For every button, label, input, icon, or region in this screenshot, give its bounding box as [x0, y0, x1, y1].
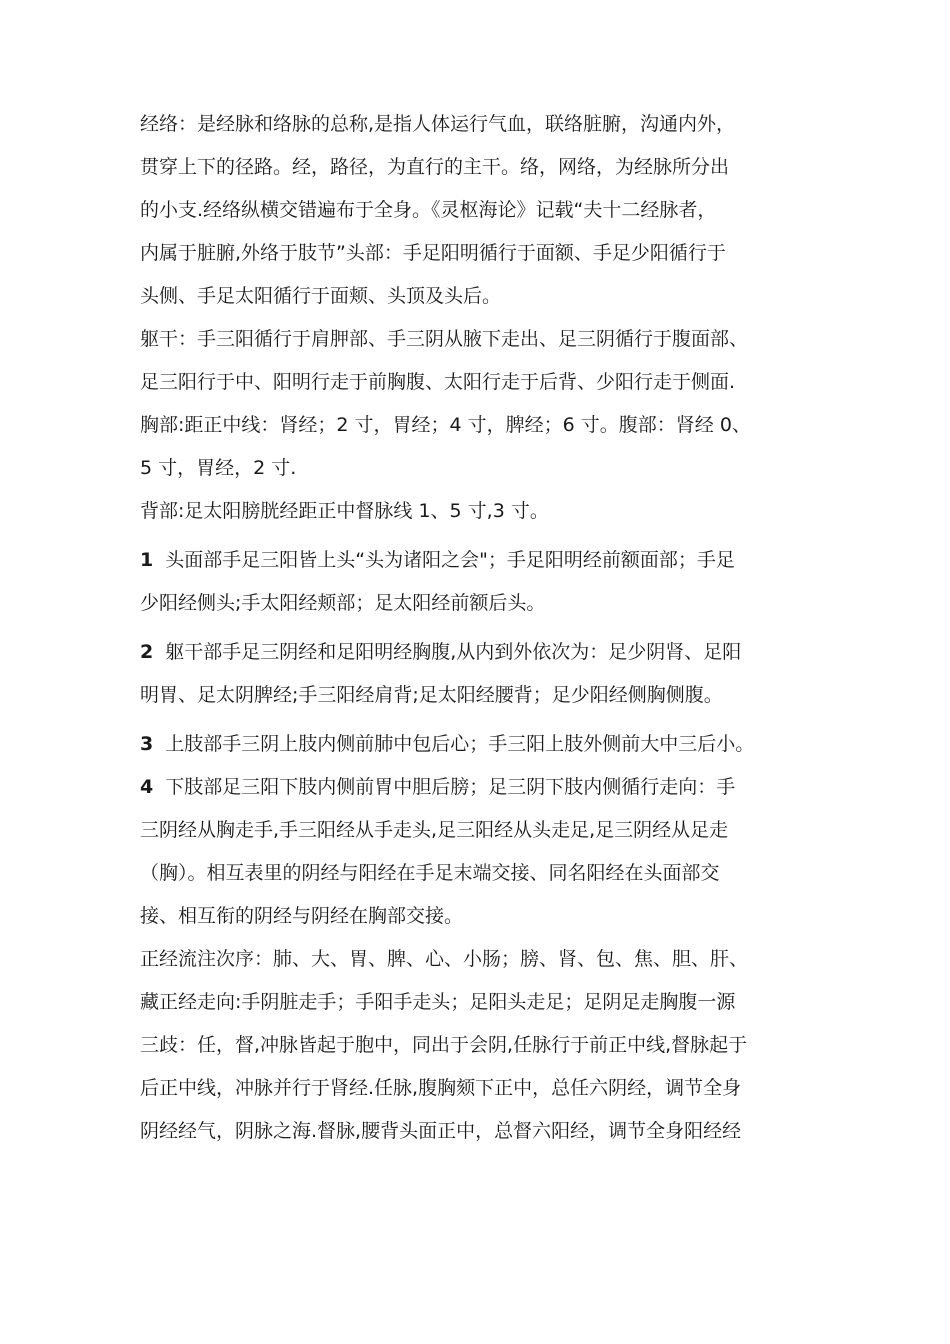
text-line: 贯穿上下的径路。经，路径，为直行的主干。络，网络，为经脉所分出 [140, 156, 730, 178]
text-line: 经络：是经脉和络脉的总称,是指人体运行气血，联络脏腑，沟通内外， [140, 113, 736, 135]
text-line: 躯干：手三阳循行于肩胛部、手三阴从腋下走出、足三阴循行于腹面部、 [140, 328, 749, 350]
text-span: 上肢部手三阴上肢内侧前肺中包后心；手三阳上肢外侧前大中三后小。 [165, 733, 755, 755]
text-line: 藏正经走向:手阴脏走手；手阳手走头；足阳头走足；足阴足走胸腹一源 [140, 991, 736, 1013]
item-number: 4 [140, 776, 154, 798]
text-line [140, 766, 852, 809]
text-line [140, 723, 852, 766]
paragraph-item-2 [140, 631, 852, 717]
document-body [140, 103, 852, 1153]
text-line: 阴经经气，阴脉之海.督脉,腰背头面正中，总督六阳经，调节全身阳经经 [140, 1120, 742, 1142]
paragraph-meridian-sequence [140, 938, 852, 1153]
text-line [140, 631, 852, 674]
text-line: 接、相互衔的阴经与阴经在胸部交接。 [140, 905, 464, 927]
text-span: 头面部手足三阳皆上头“头为诸阳之会"；手足阳明经前额面部；手足 [165, 549, 735, 571]
paragraph-trunk [140, 318, 852, 490]
paragraph-item-1 [140, 539, 852, 625]
text-line: 三阴经从胸走手,手三阳经从手走头,足三阳经从头走足,足三阴经从足走 [140, 819, 729, 841]
text-span: 躯干部手足三阴经和足阳明经胸腹,从内到外依次为：足少阴肾、足阳 [165, 641, 742, 663]
text-line: 少阳经侧头;手太阳经颊部；足太阳经前额后头。 [140, 592, 546, 614]
paragraph-meridian-definition [140, 103, 852, 318]
paragraph-back [140, 490, 852, 533]
item-number: 3 [140, 733, 154, 755]
item-number: 2 [140, 641, 154, 663]
text-line: 的小支.经络纵横交错遍布于全身。《灵枢海论》记载“夫十二经脉者， [140, 199, 717, 221]
text-line: 三歧：任，督,冲脉皆起于胞中，同出于会阴,任脉行于前正中线,督脉起于 [140, 1034, 748, 1056]
item-number: 1 [140, 549, 154, 571]
text-line: 背部:足太阳膀胱经距正中督脉线 1、5 寸,3 寸。 [140, 500, 549, 522]
text-line: 足三阳行于中、阳明行走于前胸腹、太阳行走于后背、少阳行走于侧面. [140, 371, 736, 393]
text-line: 内属于脏腑,外络于肢节”头部：手足阳明循行于面额、手足少阳循行于 [140, 242, 726, 264]
text-line: 后正中线，冲脉并行于肾经.任脉,腹胸颏下正中，总任六阴经，调节全身 [140, 1077, 742, 1099]
text-line: 明胃、足太阴脾经;手三阳经肩背;足太阳经腰背；足少阳经侧胸侧腹。 [140, 684, 723, 706]
text-line: 正经流注次序：肺、大、胃、脾、心、小肠；膀、肾、包、焦、胆、肝、 [140, 948, 749, 970]
text-line: 5 寸，胃经，2 寸. [140, 457, 297, 479]
text-span: 下肢部足三阳下肢内侧前胃中胆后膀；足三阴下肢内侧循行走向：手 [165, 776, 736, 798]
paragraph-item-4 [140, 766, 852, 938]
text-line: 胸部:距正中线：肾经；2 寸，胃经；4 寸，脾经；6 寸。腹部：肾经 0、 [140, 414, 751, 436]
paragraph-item-3 [140, 723, 852, 766]
text-line: （胸）。相互表里的阴经与阳经在手足末端交接、同名阳经在头面部交 [140, 862, 720, 884]
text-line [140, 539, 852, 582]
text-line: 头侧、手足太阳循行于面颊、头顶及头后。 [140, 285, 502, 307]
